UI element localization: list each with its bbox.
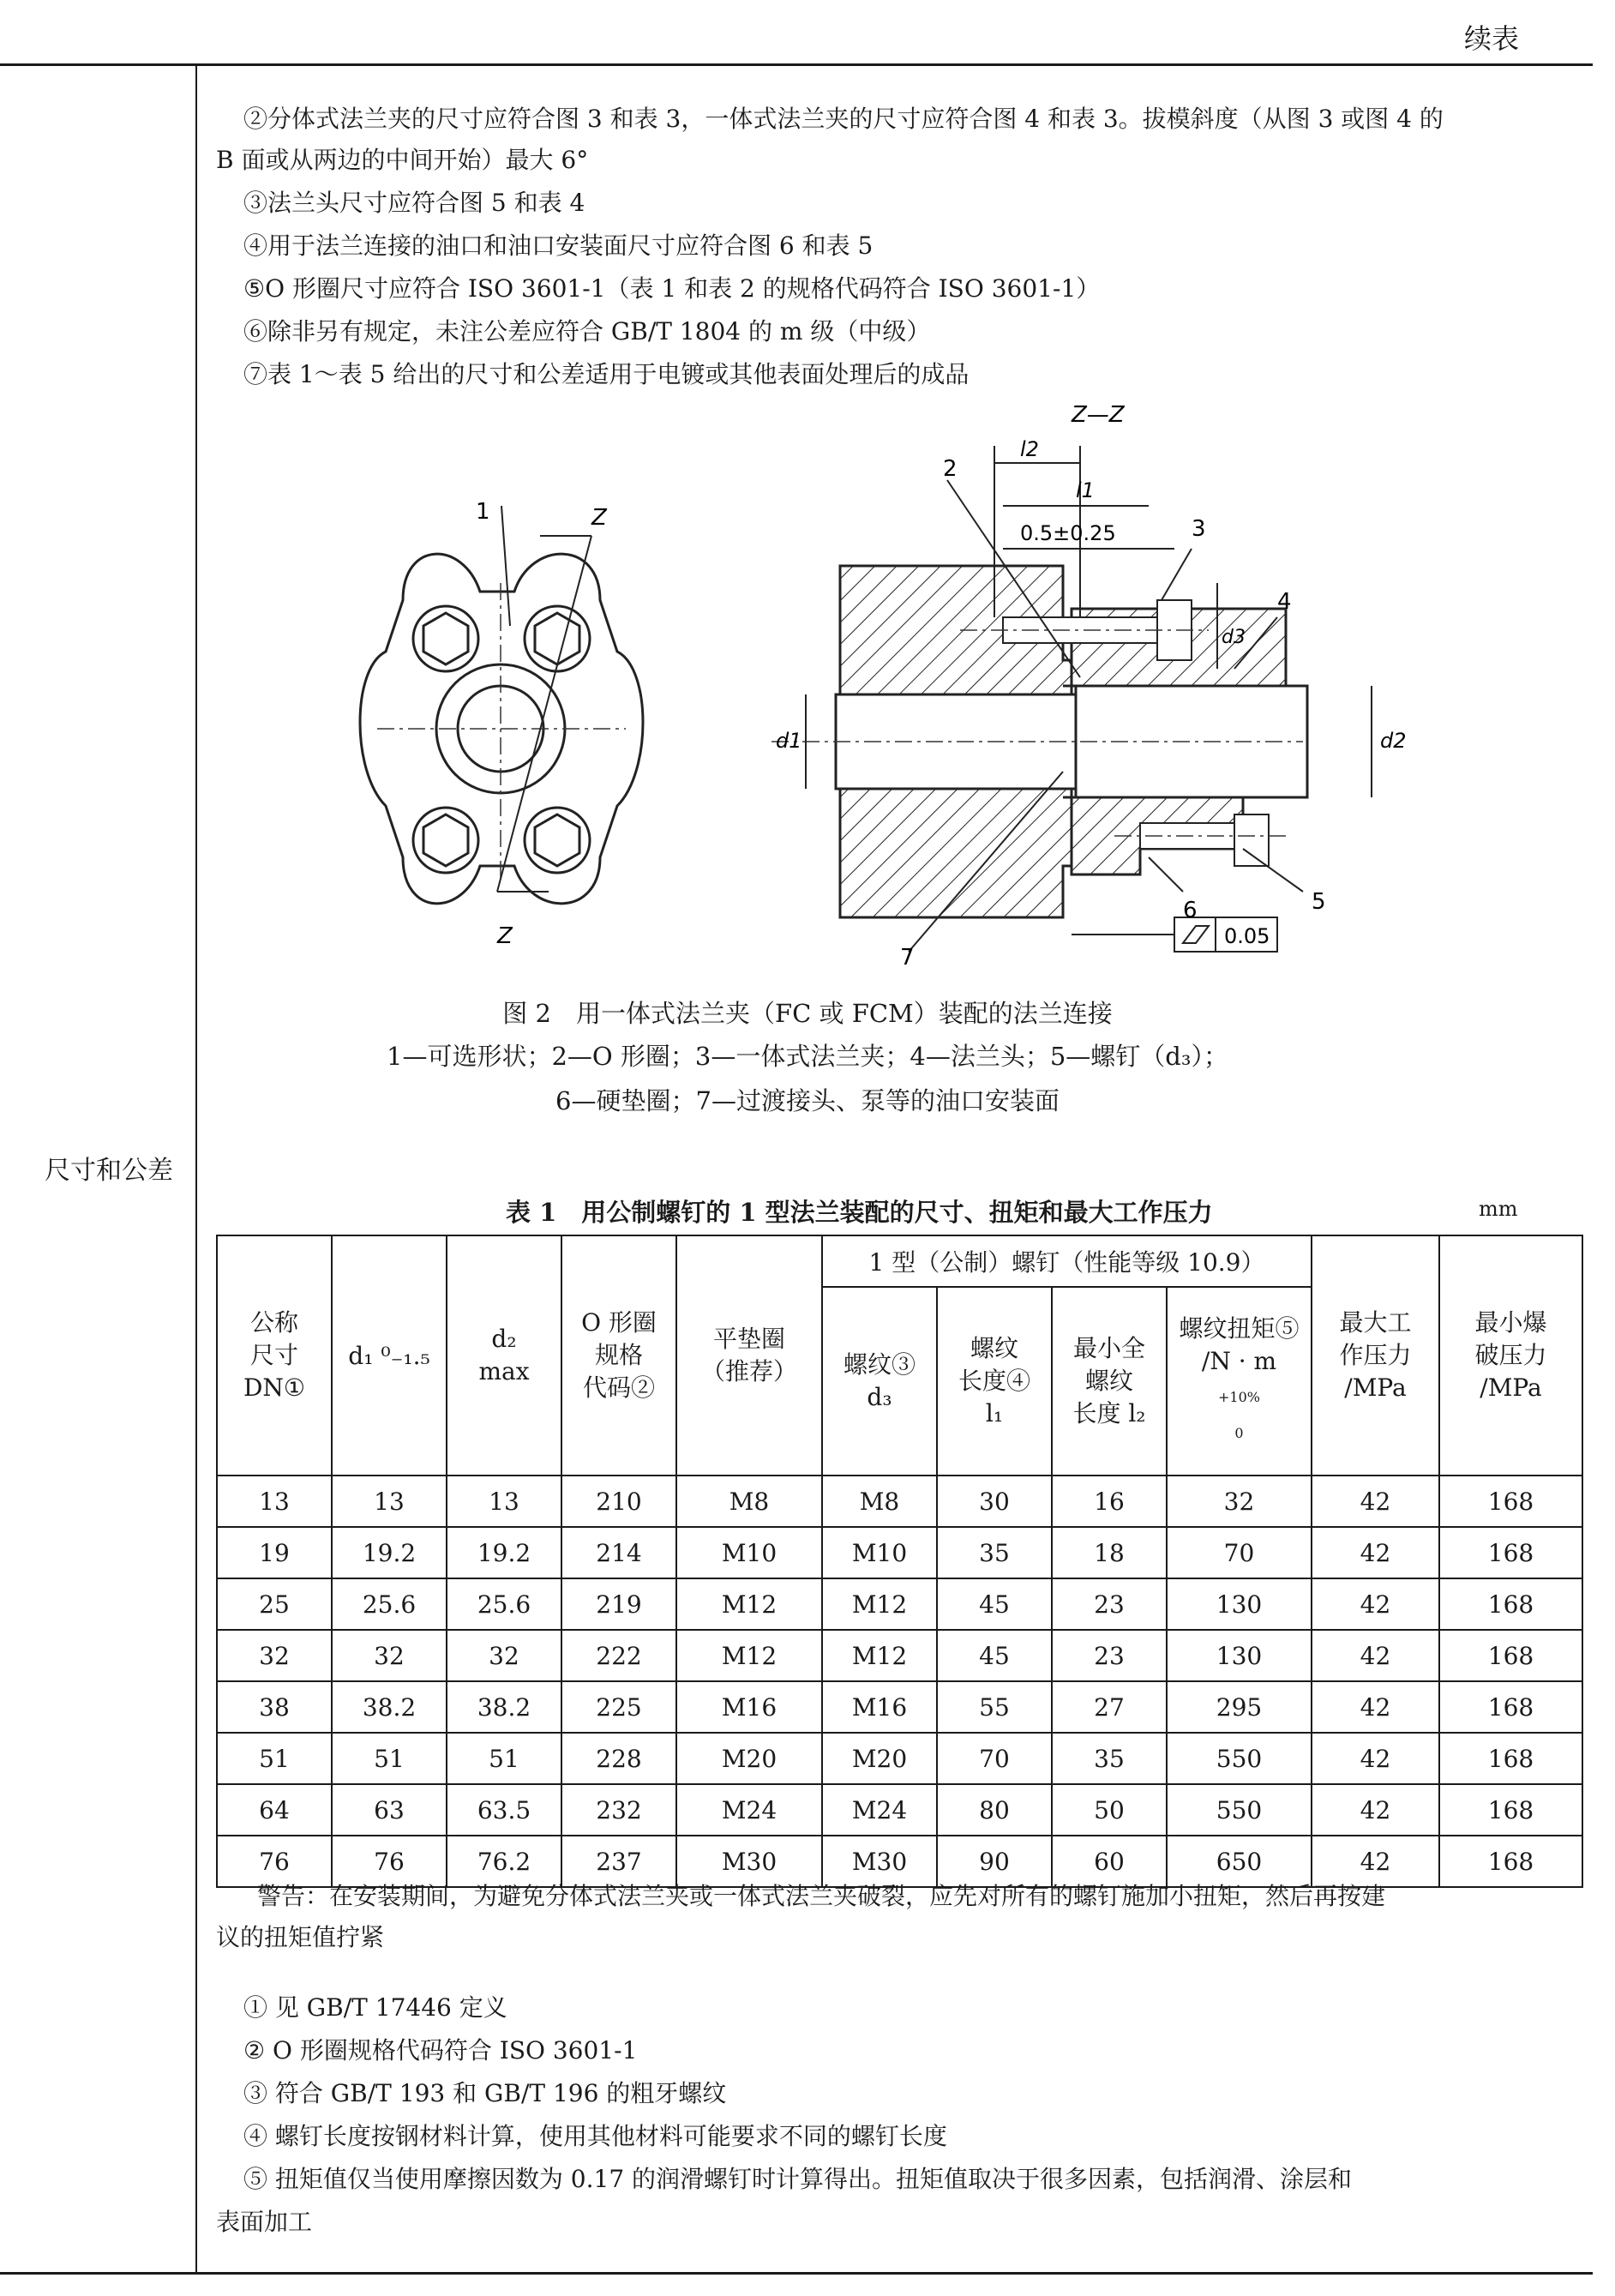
table-cell: M24	[822, 1784, 937, 1836]
warning-line-1: 警告：在安装期间，为避免分体式法兰夹或一体式法兰夹破裂，应先对所有的螺钉施加小扭矩，然后再按建	[257, 1882, 1386, 1910]
dim-d3: d3	[1222, 627, 1246, 648]
flatness-value: 0.05	[1224, 924, 1270, 948]
table-cell: M10	[822, 1527, 937, 1578]
table-cell: 38	[217, 1681, 332, 1733]
col-d1: d₁ ⁰₋₁.₅	[332, 1235, 447, 1476]
table-cell: M12	[676, 1578, 822, 1630]
col-group-bolt: 1 型（公制）螺钉（性能等级 10.9）	[822, 1235, 1312, 1287]
table-cell: 76	[217, 1836, 332, 1887]
table-cell: 42	[1312, 1681, 1439, 1733]
col-min-length: 最小全 螺纹 长度 l₂	[1052, 1287, 1167, 1476]
figure-2-drawing	[0, 0, 1615, 986]
table-cell: 550	[1167, 1733, 1312, 1784]
table-cell: 25.6	[447, 1578, 561, 1630]
table-cell: 70	[937, 1733, 1052, 1784]
table-row	[217, 1733, 1582, 1784]
table-cell: 42	[1312, 1578, 1439, 1630]
table-cell: 13	[447, 1476, 561, 1527]
footnote-1: ① 见 GB/T 17446 定义	[243, 1993, 507, 2022]
footnote-5-cont: 表面加工	[216, 2208, 313, 2236]
fig-label-6: 6	[1183, 898, 1198, 923]
table-cell: 168	[1439, 1630, 1582, 1681]
dim-d1: d1	[776, 729, 802, 753]
footnote-5: ⑤ 扭矩值仅当使用摩擦因数为 0.17 的润滑螺钉时计算得出。扭矩值取决于很多因素，包括润滑、涂层和	[243, 2165, 1353, 2193]
table-cell: 219	[561, 1578, 676, 1630]
table-cell: 45	[937, 1578, 1052, 1630]
table-cell: M16	[822, 1681, 937, 1733]
table-cell: M12	[822, 1630, 937, 1681]
section-label: Z—Z	[1072, 402, 1125, 428]
table-cell: M16	[676, 1681, 822, 1733]
table-cell: 25	[217, 1578, 332, 1630]
footnote-2: ② O 形圈规格代码符合 ISO 3601-1	[243, 2036, 638, 2065]
table-cell: 168	[1439, 1784, 1582, 1836]
table-cell: M20	[822, 1733, 937, 1784]
fig-label-1: 1	[476, 499, 490, 525]
table-cell: 130	[1167, 1578, 1312, 1630]
table-cell: 38.2	[447, 1681, 561, 1733]
figure-legend-1: 1—可选形状；2—O 形圈；3—一体式法兰夹；4—法兰头；5—螺钉（d₃）；	[387, 1042, 1228, 1071]
table-title: 表 1 用公制螺钉的 1 型法兰装配的尺寸、扭矩和最大工作压力	[506, 1198, 1213, 1227]
table-cell: 27	[1052, 1681, 1167, 1733]
note-2-cont: B 面或从两边的中间开始）最大 6°	[216, 146, 589, 174]
table-cell: 168	[1439, 1836, 1582, 1887]
table-cell: 38.2	[332, 1681, 447, 1733]
note-5: ⑤O 形圈尺寸应符合 ISO 3601-1（表 1 和表 2 的规格代码符合 ISO 3601-1）	[243, 274, 1101, 303]
fig-label-z-bottom: Z	[497, 923, 513, 949]
table-cell: 55	[937, 1681, 1052, 1733]
col-burst-pressure: 最小爆 破压力 /MPa	[1439, 1235, 1582, 1476]
table-cell: 90	[937, 1836, 1052, 1887]
table-cell: 650	[1167, 1836, 1312, 1887]
table-cell: 168	[1439, 1527, 1582, 1578]
table-cell: 222	[561, 1630, 676, 1681]
table-cell: 23	[1052, 1578, 1167, 1630]
col-thread-length: 螺纹 长度④ l₁	[937, 1287, 1052, 1476]
table-cell: 168	[1439, 1733, 1582, 1784]
table-cell: 45	[937, 1630, 1052, 1681]
table-cell: 51	[447, 1733, 561, 1784]
table-cell: 76.2	[447, 1836, 561, 1887]
table-cell: 32	[217, 1630, 332, 1681]
dim-l2: l2	[1020, 437, 1039, 461]
table-cell: 232	[561, 1784, 676, 1836]
table-cell: 168	[1439, 1681, 1582, 1733]
table-cell: 168	[1439, 1476, 1582, 1527]
col-washer: 平垫圈 （推荐）	[676, 1235, 822, 1476]
table-cell: 42	[1312, 1836, 1439, 1887]
side-label: 尺寸和公差	[45, 1156, 173, 1186]
table-cell: M12	[822, 1578, 937, 1630]
dim-l1: l1	[1076, 478, 1095, 502]
table-cell: 35	[1052, 1733, 1167, 1784]
table-cell: 70	[1167, 1527, 1312, 1578]
table-row	[217, 1476, 1582, 1527]
warning-line-2: 议的扭矩值拧紧	[216, 1923, 385, 1951]
note-7: ⑦表 1～表 5 给出的尺寸和公差适用于电镀或其他表面处理后的成品	[243, 360, 970, 388]
table-cell: 228	[561, 1733, 676, 1784]
col-dn: 公称 尺寸 DN①	[217, 1235, 332, 1476]
table-cell: 60	[1052, 1836, 1167, 1887]
fig-label-3: 3	[1192, 516, 1206, 542]
table-cell: 51	[217, 1733, 332, 1784]
table-cell: 225	[561, 1681, 676, 1733]
table-cell: 19.2	[447, 1527, 561, 1578]
spec-table	[216, 1235, 1583, 1888]
table-row	[217, 1784, 1582, 1836]
note-4: ④用于法兰连接的油口和油口安装面尺寸应符合图 6 和表 5	[243, 231, 874, 260]
continued-label: 续表	[1464, 22, 1520, 55]
table-cell: M30	[676, 1836, 822, 1887]
fig-label-4: 4	[1277, 589, 1292, 615]
dim-tolerance: 0.5±0.25	[1020, 521, 1116, 545]
table-cell: 23	[1052, 1630, 1167, 1681]
table-cell: 51	[332, 1733, 447, 1784]
table-cell: 42	[1312, 1784, 1439, 1836]
table-cell: M24	[676, 1784, 822, 1836]
col-torque: 螺纹扭矩⑤ /N · m +10% 0	[1167, 1287, 1312, 1476]
table-cell: 50	[1052, 1784, 1167, 1836]
table-cell: 16	[1052, 1476, 1167, 1527]
table-unit: mm	[1479, 1197, 1518, 1221]
table-cell: 13	[217, 1476, 332, 1527]
table-cell: 19	[217, 1527, 332, 1578]
table-cell: 19.2	[332, 1527, 447, 1578]
table-cell: 42	[1312, 1476, 1439, 1527]
table-cell: 42	[1312, 1527, 1439, 1578]
table-cell: 295	[1167, 1681, 1312, 1733]
table-cell: 32	[447, 1630, 561, 1681]
table-cell: 42	[1312, 1630, 1439, 1681]
table-cell: M30	[822, 1836, 937, 1887]
table-row	[217, 1630, 1582, 1681]
note-2: ②分体式法兰夹的尺寸应符合图 3 和表 3，一体式法兰夹的尺寸应符合图 4 和表 3。拔模斜度（从图 3 或图 4 的	[243, 105, 1444, 133]
col-d2: d₂ max	[447, 1235, 561, 1476]
fig-label-2: 2	[943, 456, 958, 482]
table-cell: 63	[332, 1784, 447, 1836]
table-cell: 80	[937, 1784, 1052, 1836]
table-cell: 32	[1167, 1476, 1312, 1527]
table-row	[217, 1527, 1582, 1578]
col-oring: O 形圈 规格 代码②	[561, 1235, 676, 1476]
table-cell: M10	[676, 1527, 822, 1578]
table-row	[217, 1681, 1582, 1733]
table-cell: M8	[676, 1476, 822, 1527]
footnote-3: ③ 符合 GB/T 193 和 GB/T 196 的粗牙螺纹	[243, 2079, 727, 2107]
table-cell: 76	[332, 1836, 447, 1887]
table-cell: 63.5	[447, 1784, 561, 1836]
table-cell: M20	[676, 1733, 822, 1784]
table-cell: 32	[332, 1630, 447, 1681]
note-3: ③法兰头尺寸应符合图 5 和表 4	[243, 189, 585, 217]
fig-label-5: 5	[1312, 889, 1326, 915]
section-z-marks	[497, 506, 591, 892]
table-cell: 42	[1312, 1733, 1439, 1784]
table-cell: 214	[561, 1527, 676, 1578]
table-row	[217, 1578, 1582, 1630]
figure-title: 图 2 用一体式法兰夹（FC 或 FCM）装配的法兰连接	[502, 999, 1113, 1028]
table-cell: M12	[676, 1630, 822, 1681]
bottom-rule	[0, 2272, 1593, 2275]
col-max-pressure: 最大工 作压力 /MPa	[1312, 1235, 1439, 1476]
note-6: ⑥除非另有规定，未注公差应符合 GB/T 1804 的 m 级（中级）	[243, 317, 931, 346]
fig-label-7: 7	[900, 945, 915, 971]
table-cell: M8	[822, 1476, 937, 1527]
table-cell: 210	[561, 1476, 676, 1527]
col-thread: 螺纹③ d₃	[822, 1287, 937, 1476]
table-cell: 35	[937, 1527, 1052, 1578]
table-cell: 130	[1167, 1630, 1312, 1681]
table-cell: 237	[561, 1836, 676, 1887]
table-cell: 13	[332, 1476, 447, 1527]
table-cell: 30	[937, 1476, 1052, 1527]
footnote-4: ④ 螺钉长度按钢材料计算，使用其他材料可能要求不同的螺钉长度	[243, 2122, 947, 2150]
table-cell: 550	[1167, 1784, 1312, 1836]
figure-legend-2: 6—硬垫圈；7—过渡接头、泵等的油口安装面	[555, 1086, 1060, 1115]
table-cell: 168	[1439, 1578, 1582, 1630]
table-cell: 18	[1052, 1527, 1167, 1578]
fig-label-z-top: Z	[591, 505, 607, 531]
dim-d2: d2	[1380, 729, 1407, 753]
table-cell: 25.6	[332, 1578, 447, 1630]
table-cell: 64	[217, 1784, 332, 1836]
